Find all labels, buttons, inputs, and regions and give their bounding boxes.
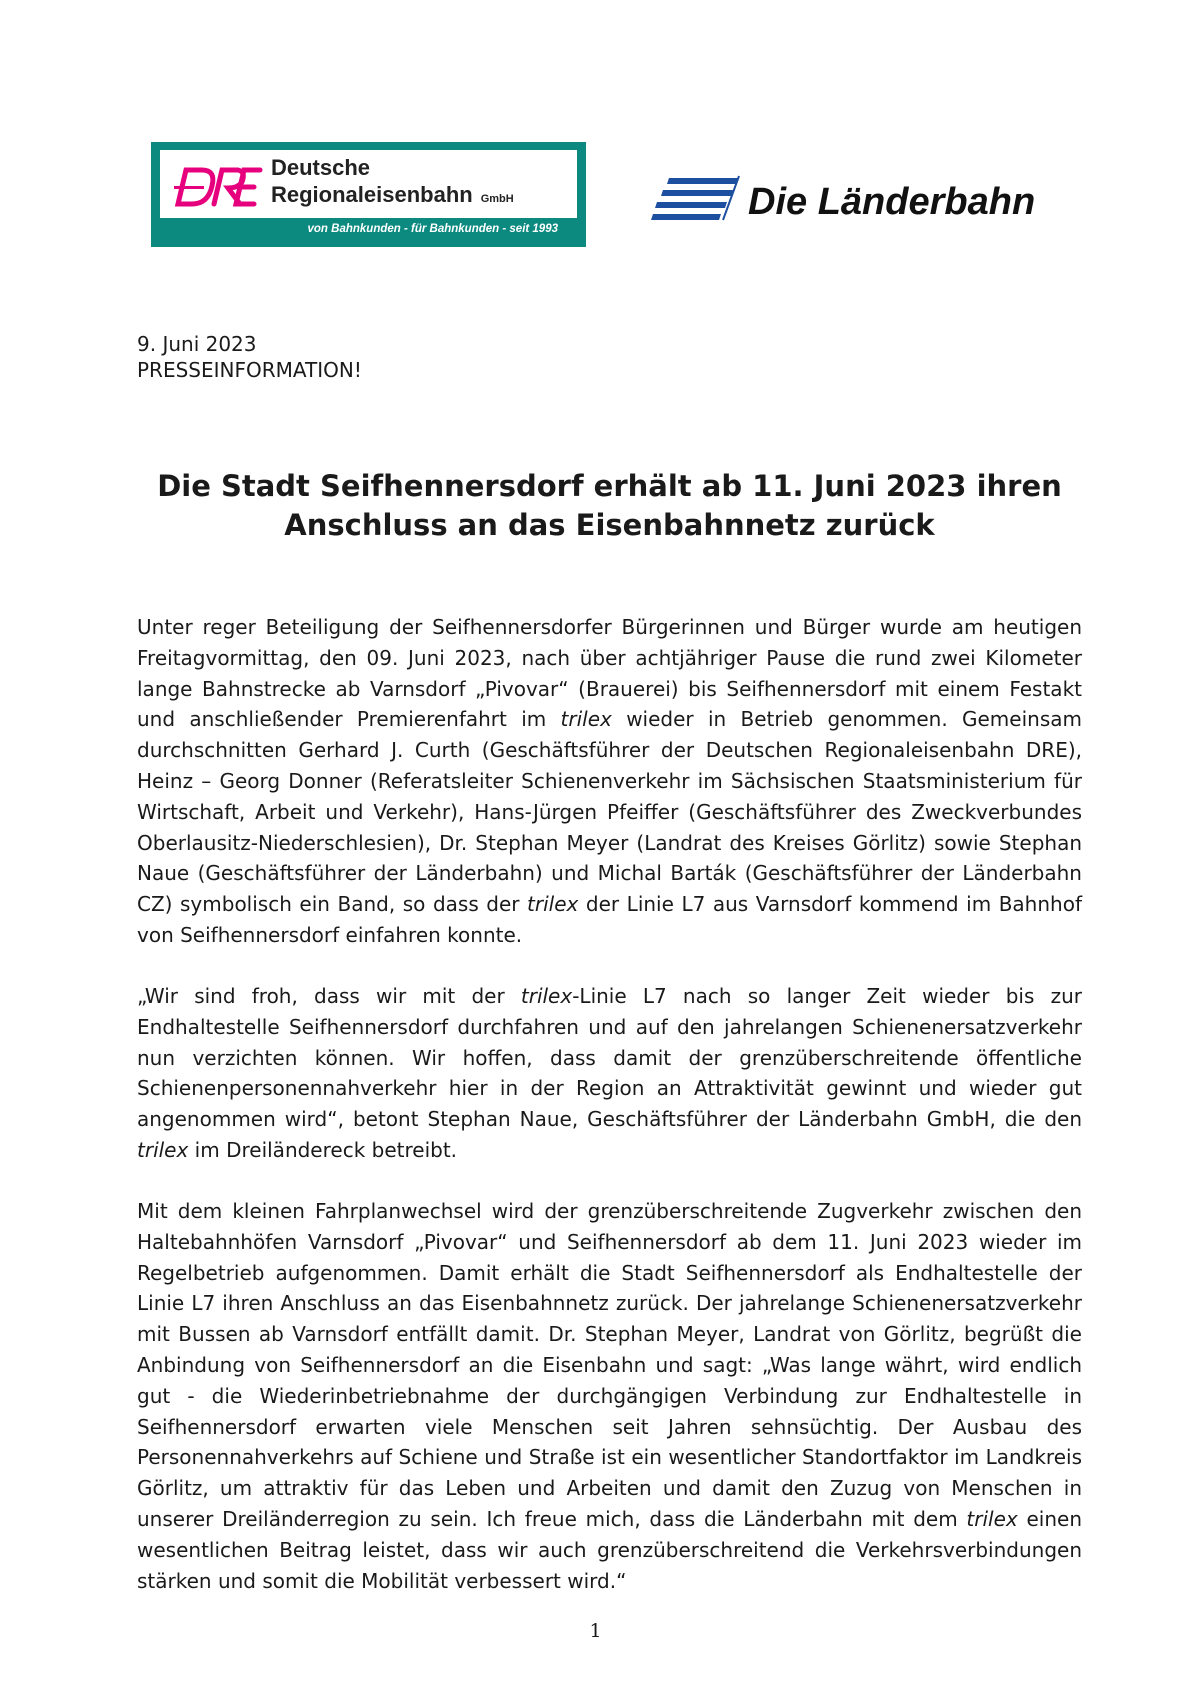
trilex-brand: trilex xyxy=(527,892,579,917)
laenderbahn-mark-icon xyxy=(651,172,746,224)
paragraph-2-part-b: -Linie L7 nach so langer Zeit wieder bis zur Endhaltestelle Seifhennersdorf durchfahren und auf den jahrelangen Schienenersatzverkehr nun verzichten können. Wir hoffen, dass damit der grenzüberschreitende öffentliche Schienenpersonennahverkehr hier in der Region an Attraktivität gewinnt und wieder gut angenommen wird“, betont Stephan Naue, Geschäftsführer der Länderbahn GmbH, die den xyxy=(137,984,1082,1132)
dateline xyxy=(137,331,362,383)
dre-name xyxy=(271,154,514,213)
dre-mark-icon xyxy=(172,160,264,212)
press-date: 9. Juni 2023 xyxy=(137,332,257,356)
paragraph-1-part-c: der Linie L7 aus Varnsdorf kommend im Bahnhof von Seifhennersdorf einfahren konnte. xyxy=(137,892,1082,947)
trilex-brand: trilex xyxy=(560,707,612,732)
paragraph-3-part-a: Mit dem kleinen Fahrplanwechsel wird der grenzüberschreitende Zugverkehr zwischen den Haltebahnhöfen Varnsdorf „Pivovar“ und Seifhennersdorf ab dem 11. Juni 2023 wieder im Regelbetrieb aufgenommen. Damit erhält die Stadt Seifhennersdorf als Endhaltestelle der Linie L7 ihren Anschluss an das Eisenbahnnetz zurück. Der jahrelange Schienenersatzverkehr mit Bussen ab Varnsdorf entfällt damit. Dr. Stephan Meyer, Landrat von Görlitz, begrüßt die Anbindung von Seifhennersdorf an die Eisenbahn und sagt: „Was lange währt, wird endlich gut - die Wiederinbetriebnahme der durchgängigen Verbindung zur Endhaltestelle in Seifhennersdorf erwarten viele Menschen seit Jahren sehnsüchtig. Der Ausbau des Personennahverkehrs auf Schiene und Straße ist ein wesentlicher Standortfaktor im Landkreis Görlitz, um attraktiv für das Leben und Arbeiten und damit den Zuzug von Menschen in unserer Dreiländerregion zu sein. Ich freue mich, dass die Länderbahn mit dem xyxy=(137,1199,1082,1531)
headline-line1: Die Stadt Seifhennersdorf erhält ab 11. Juni 2023 ihren xyxy=(157,469,1062,503)
paragraph-1 xyxy=(137,612,1082,951)
trilex-brand: trilex xyxy=(966,1506,1018,1531)
paragraph-3-part-b: einen wesentlichen Beitrag leistet, dass wir auch grenzüberschreitend die Verkehrsverbindungen stärken und somit die Mobilität verbessert wird.“ xyxy=(137,1506,1083,1593)
laenderbahn-name: Die Länderbahn xyxy=(748,181,1036,223)
paragraph-1-part-a: Unter reger Beteiligung der Seifhennersdorfer Bürgerinnen und Bürger wurde am heutigen Freitagvormittag, den 09. Juni 2023, nach über achtjähriger Pause die rund zwei Kilometer lange Bahnstrecke ab Varnsdorf „Pivovar“ (Brauerei) bis Seifhennersdorf mit einem Festakt und anschließender Premierenfahrt im xyxy=(137,615,1082,732)
paragraph-2 xyxy=(137,981,1082,1166)
dre-logo xyxy=(151,142,586,247)
paragraph-1-part-b: wieder in Betrieb genommen. Gemeinsam durchschnitten Gerhard J. Curth (Geschäftsführer der Deutschen Regionaleisenbahn DRE), Heinz – Georg Donner (Referatsleiter Schienenverkehr im Sächsischen Staatsministerium für Wirtschaft, Arbeit und Verkehr), Hans-Jürgen Pfeiffer (Geschäftsführer des Zweckverbundes Oberlausitz-Niederschlesien), Dr. Stephan Meyer (Landrat des Kreises Görlitz) sowie Stephan Naue (Geschäftsführer der Länderbahn) und Michal Barták (Geschäftsführer der Länderbahn CZ) symbolisch ein Band, so dass der xyxy=(137,707,1082,917)
dre-gmbh: GmbH xyxy=(480,193,514,205)
press-label: PRESSEINFORMATION! xyxy=(137,358,362,382)
paragraph-2-part-a: „Wir sind froh, dass wir mit der xyxy=(137,984,521,1008)
dre-logo-panel xyxy=(160,150,577,218)
page-title xyxy=(137,467,1082,545)
laenderbahn-logo xyxy=(651,170,1131,230)
headline-line2: Anschluss an das Eisenbahnnetz zurück xyxy=(284,508,935,542)
page-number: 1 xyxy=(589,1620,602,1642)
paragraph-3 xyxy=(137,1196,1082,1596)
dre-name-line2: Regionaleisenbahn xyxy=(271,182,473,207)
paragraph-2-part-c: im Dreiländereck betreibt. xyxy=(188,1137,458,1162)
trilex-brand: trilex xyxy=(137,1137,189,1162)
trilex-brand: trilex xyxy=(520,984,573,1008)
dre-name-line1: Deutsche xyxy=(271,155,371,180)
dre-tagline: von Bahnkunden - für Bahnkunden - seit 1993 xyxy=(307,223,558,235)
